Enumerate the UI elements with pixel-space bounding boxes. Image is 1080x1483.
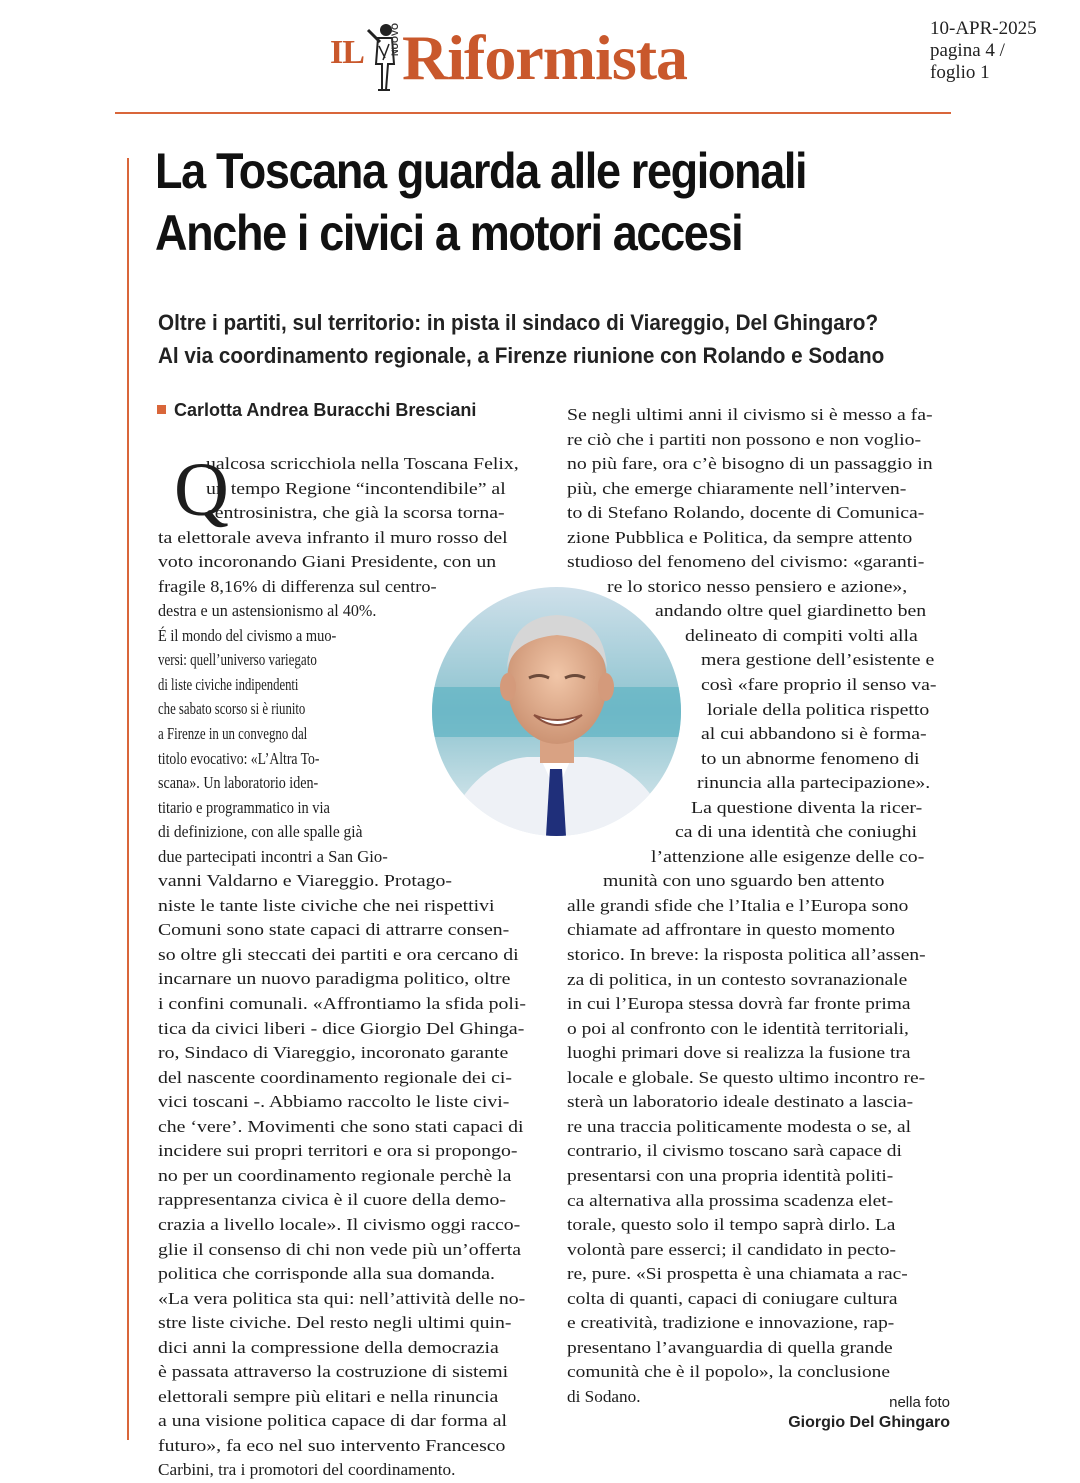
masthead-prefix: IL: [330, 34, 364, 71]
text-line: ualcosa scricchiola nella Toscana Felix,: [206, 454, 519, 473]
text-line: alle grandi sfide che l’Italia e l’Europa sono: [567, 895, 909, 915]
text-line: titolo evocativo: «L’Altra To-: [158, 748, 320, 768]
text-line: ta elettorale aveva infranto il muro rosso del: [158, 527, 508, 547]
text-line: crazia a livello locale». Il civismo oggi racco-: [158, 1214, 521, 1234]
text-line: mera gestione dell’esistente e: [701, 650, 935, 670]
text-line: al cui abbandono si è forma-: [701, 724, 927, 744]
text-line: politica che corrisponde alla sua domanda.: [158, 1264, 496, 1284]
text-line: studioso del fenomeno del civismo: «garanti-: [567, 552, 925, 572]
text-line: o poi al confronto con le identità territoriali,: [567, 1018, 909, 1038]
text-line: niste le tante liste civiche che nei rispettivi: [158, 895, 495, 915]
subheadline-line-1: Oltre i partiti, sul territorio: in pista il sindaco di Viareggio, Del Ghingaro?: [158, 310, 879, 335]
text-line: re lo storico nesso pensiero e azione»,: [607, 576, 908, 596]
text-line: luoghi primari dove si realizza la fusione tra: [567, 1043, 911, 1063]
text-line: stre liste civiche. Del resto negli ultimi quin-: [158, 1313, 512, 1333]
text-line: no per un coordinamento regionale perchè la: [158, 1165, 512, 1185]
text-line: fragile 8,16% di differenza sul centro-: [158, 576, 437, 596]
text-line: É il mondo del civismo a muo-: [158, 625, 337, 645]
text-line: tica da civici liberi - dice Giorgio Del Ghinga-: [158, 1018, 525, 1038]
text-line: Comuni sono state capaci di attrarre consen-: [158, 920, 510, 940]
caption-label: nella foto: [889, 1394, 950, 1411]
text-line: che sabato scorso si è riunito: [158, 699, 306, 719]
headline-line-2: Anche i civici a motori accesi: [155, 205, 743, 261]
clipping-meta: [930, 18, 1037, 84]
text-line: glie il consenso di chi non vede più un’offerta: [158, 1239, 522, 1259]
byline-square-icon: [157, 405, 166, 414]
byline: [157, 400, 476, 421]
text-line: «La vera politica sta qui: nell’attività delle no-: [158, 1288, 526, 1308]
subheadline-line-2: Al via coordinamento regionale, a Firenze riunione con Rolando e Sodano: [158, 343, 885, 368]
text-line: scana». Un laboratorio iden-: [158, 773, 319, 793]
text-line: no più fare, ora c’è bisogno di un passaggio in: [567, 454, 933, 474]
portrait-photo: [432, 587, 681, 836]
text-line: a Firenze in un convegno dal: [158, 724, 308, 744]
text-line: torale, questo solo il tempo saprà dirlo. La: [567, 1215, 896, 1235]
text-line: La questione diventa la ricer-: [691, 797, 923, 817]
text-line: due partecipati incontri a San Gio-: [158, 846, 388, 866]
text-line: re una traccia politicamente modesta o se, al: [567, 1116, 911, 1136]
text-line: dici anni la compressione della democrazia: [158, 1337, 499, 1357]
text-line: presentano l’avanguardia di quella grande: [567, 1337, 893, 1357]
text-line: di definizione, con alle spalle già: [158, 822, 363, 842]
text-line: Se negli ultimi anni il civismo si è messo a fa-: [567, 405, 933, 424]
text-line: ca alternativa alla prossima scadenza elet-: [567, 1190, 894, 1210]
text-line: chiamate ad affrontare in questo momento: [567, 920, 896, 940]
text-line: i confini comunali. «Affrontiamo la sfida poli-: [158, 994, 526, 1014]
text-line: centrosinistra, che già la scorsa torna-: [206, 503, 505, 523]
headline-line-1: La Toscana guarda alle regionali: [155, 143, 807, 199]
text-line: a una visione politica capace di dar forma al: [158, 1411, 508, 1431]
text-line: incidere sui propri territori e ora si propongo-: [158, 1141, 518, 1161]
meta-page: pagina 4 /: [930, 40, 1005, 61]
meta-date: 10-APR-2025: [930, 18, 1037, 39]
text-line: sterà un laboratorio ideale destinato a lascia-: [567, 1092, 914, 1112]
text-line: so oltre gli steccati dei partiti e ora cercano di: [158, 944, 519, 964]
byline-author: Carlotta Andrea Buracchi Bresciani: [174, 400, 477, 420]
text-line: così «fare proprio il senso va-: [701, 675, 937, 695]
text-line: è passata attraverso la costruzione di sistemi: [158, 1362, 509, 1382]
text-line: Carbini, tra i promotori del coordinamento.: [158, 1460, 456, 1480]
text-line: di liste civiche indipendenti: [158, 674, 299, 694]
text-line: del nascente coordinamento regionale dei ci-: [158, 1067, 512, 1087]
text-line: delineato di compiti volti alla: [685, 625, 918, 645]
text-line: storico. In breve: la risposta politica all’assen-: [567, 945, 926, 965]
text-line: za di politica, in un contesto sovranazionale: [567, 969, 908, 989]
article-left-column: [158, 448, 526, 1483]
text-line: colta di quanti, capaci di coniugare cultura: [567, 1288, 898, 1308]
text-line: rappresentanza civica è il cuore della demo-: [158, 1190, 506, 1210]
text-line: to un abnorme fenomeno di: [701, 748, 920, 768]
text-line: voto incoronando Giani Presidente, con un: [158, 552, 497, 572]
text-line: zione Pubblica e Politica, da sempre attento: [567, 527, 913, 547]
text-line: to di Stefano Rolando, docente di Comunica-: [567, 503, 925, 523]
headline: [155, 140, 875, 264]
text-line: e creatività, tradizione e innovazione, rap-: [567, 1313, 895, 1333]
text-line: elettorali sempre più elitari e nella rinuncia: [158, 1386, 499, 1406]
text-line: ca di una identità che coniughi: [675, 822, 918, 842]
text-line: comunità che è il popolo», la conclusione: [567, 1362, 891, 1382]
photo-caption: [740, 1393, 950, 1433]
text-line: destra e un astensionismo al 40%.: [158, 601, 377, 621]
text-line: più, che emerge chiaramente nell’interven-: [567, 478, 907, 498]
text-line: vanni Valdarno e Viareggio. Protago-: [158, 871, 452, 891]
text-line: rinuncia alla partecipazione».: [697, 773, 931, 793]
meta-sheet: foglio 1: [930, 62, 990, 83]
text-line: di Sodano.: [567, 1386, 641, 1406]
text-line: che ‘vere’. Movimenti che sono stati capaci di: [158, 1116, 524, 1136]
text-line: l’attenzione alle esigenze delle co-: [651, 846, 925, 866]
masthead: [330, 16, 790, 98]
text-line: re, pure. «Si prospetta è una chiamata a rac-: [567, 1264, 908, 1284]
subheadline: [158, 306, 910, 372]
text-line: andando oltre quel giardinetto ben: [655, 601, 927, 621]
text-line: locale e globale. Se questo ultimo incontro re-: [567, 1067, 926, 1087]
top-rule-divider: [115, 112, 951, 114]
text-line: in cui l’Europa stessa dovrà far fronte prima: [567, 994, 911, 1014]
drop-cap: Q: [174, 448, 229, 532]
masthead-name: Riformista: [402, 22, 688, 93]
text-line: munità con uno sguardo ben attento: [603, 871, 885, 891]
text-line: vici toscani -. Abbiamo raccolto le liste civi-: [158, 1092, 510, 1112]
text-line: ro, Sindaco di Viareggio, incoronato garante: [158, 1043, 509, 1063]
masthead-small-word: NUOVO: [390, 22, 400, 56]
text-line: un tempo Regione “incontendibile” al: [206, 478, 506, 498]
text-line: futuro», fa eco nel suo intervento Francesco: [158, 1435, 506, 1455]
text-line: presentarsi con una propria identità politi-: [567, 1165, 894, 1185]
text-line: titario e programmatico in via: [158, 797, 330, 817]
left-rule-divider: [127, 158, 129, 1440]
text-line: loriale della politica rispetto: [707, 699, 930, 719]
text-line: volontà pare esserci; il candidato in pecto-: [567, 1239, 896, 1259]
text-line: contrario, il civismo toscano sarà capace di: [567, 1141, 902, 1161]
text-line: incarnare un nuovo paradigma politico, oltre: [158, 969, 511, 989]
text-line: re ciò che i partiti non possono e non voglio-: [567, 429, 922, 449]
caption-name: Giorgio Del Ghingaro: [788, 1414, 950, 1431]
text-line: versi: quell’universo variegato: [158, 650, 317, 670]
